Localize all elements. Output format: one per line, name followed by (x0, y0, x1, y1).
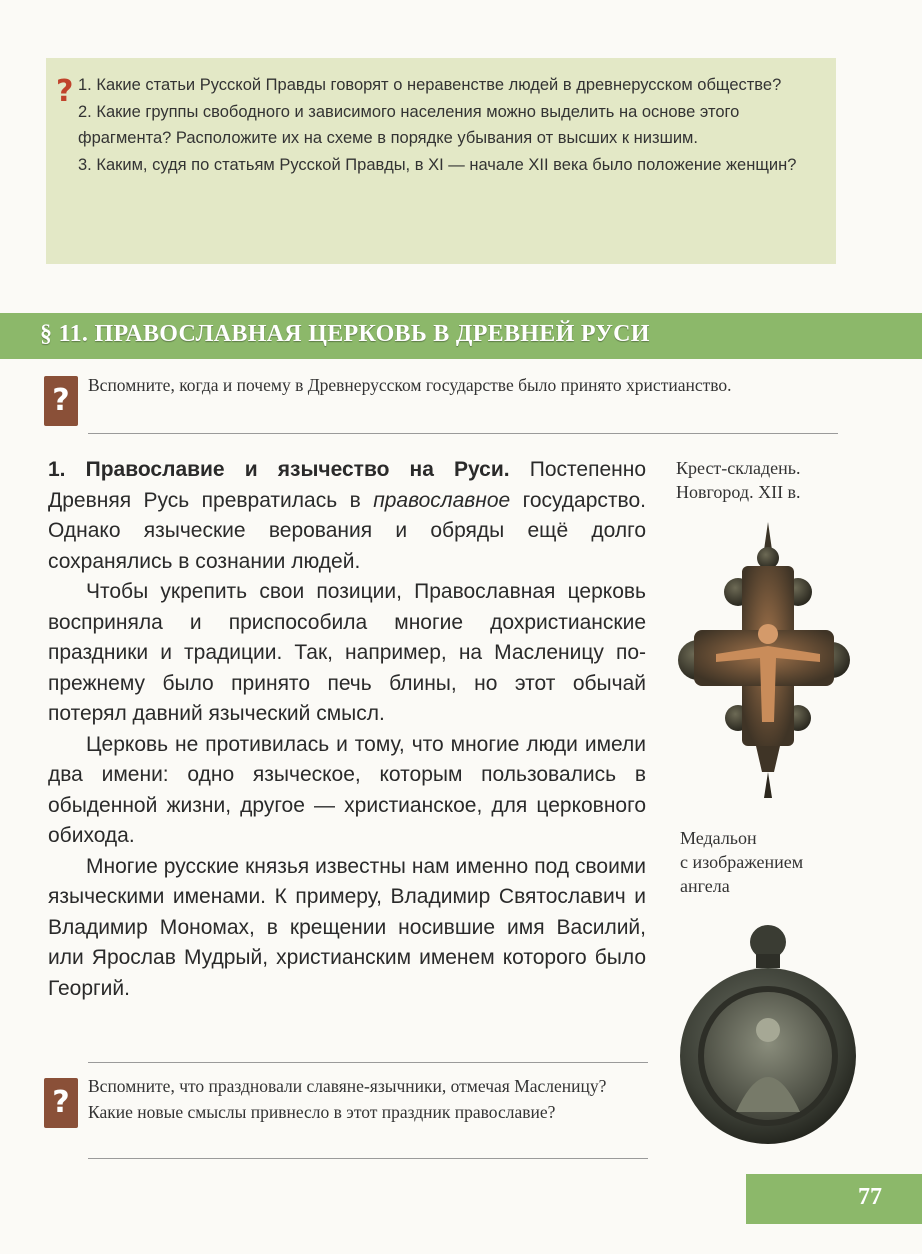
review-questions-list (78, 72, 826, 178)
question-icon: ? (44, 376, 78, 426)
page-number: 77 (858, 1184, 882, 1210)
recall-prompt: Вспомните, что праздновали славяне-язычники, отмечая Масленицу? Какие новые смыслы привнесло в этот праздник православие? (88, 1076, 607, 1122)
question-icon: ? (44, 1078, 78, 1128)
section-title: § 11. ПРАВОСЛАВНАЯ ЦЕРКОВЬ В ДРЕВНЕЙ РУСИ (40, 321, 650, 347)
divider (88, 1062, 648, 1063)
paragraph: Церковь не противилась и тому, что многие люди имели два имени: одно языческое, которым пользовались в обыденной жизни, другое — христианское, для церковного обихода. (48, 732, 646, 847)
recall-prompt: Вспомните, когда и почему в Древнерусском государстве было принято христианство. (88, 375, 732, 395)
emphasis-term: православное (373, 488, 511, 512)
page-number-box (746, 1174, 922, 1224)
divider (88, 1158, 648, 1159)
cross-caption: Крест-складень. Новгород. XII в. (676, 458, 801, 502)
section-banner (0, 313, 922, 359)
medallion-caption: Медальон с изображением ангела (680, 828, 804, 896)
medallion-image (676, 922, 856, 1162)
review-question: 1. Какие статьи Русской Правды говорят о неравенстве людей в древнерусском обществе? (78, 76, 782, 94)
divider (88, 433, 838, 434)
review-question: 3. Каким, судя по статьям Русской Правды, в XI — начале XII века было положение женщин? (78, 155, 797, 174)
subsection-heading: 1. Православие и язычество на Руси. (48, 458, 510, 481)
main-text (48, 455, 646, 1004)
paragraph: Чтобы укрепить свои позиции, Православная церковь восприняла и приспособила многие дохристианские праздники и традиции. Так, например, на Масленицу по-прежнему было принято печь блины, но этот обычай потерял давний языческий смысл. (48, 580, 646, 725)
cross-image (676, 522, 852, 802)
review-question: 2. Какие группы свободного и зависимого населения можно выделить на основе этого фрагмента? Расположите их на схеме в порядке убывания от высших к низшим. (78, 102, 740, 147)
paragraph: Многие русские князья известны нам именно под своими языческими именами. К примеру, Владимир Святославич и Владимир Мономах, в крещении носившие имя Василий, или Ярослав Мудрый, христианским именем которого было Георгий. (48, 854, 646, 1000)
review-questions-box (46, 58, 836, 264)
paragraph: 1. Православие и язычество на Руси. Постепенно Древняя Русь превратилась в православное государство. Однако языческие верования и обряды ещё долго сохранялись в сознании людей. (48, 458, 646, 573)
question-mark-icon: ? (56, 74, 74, 109)
